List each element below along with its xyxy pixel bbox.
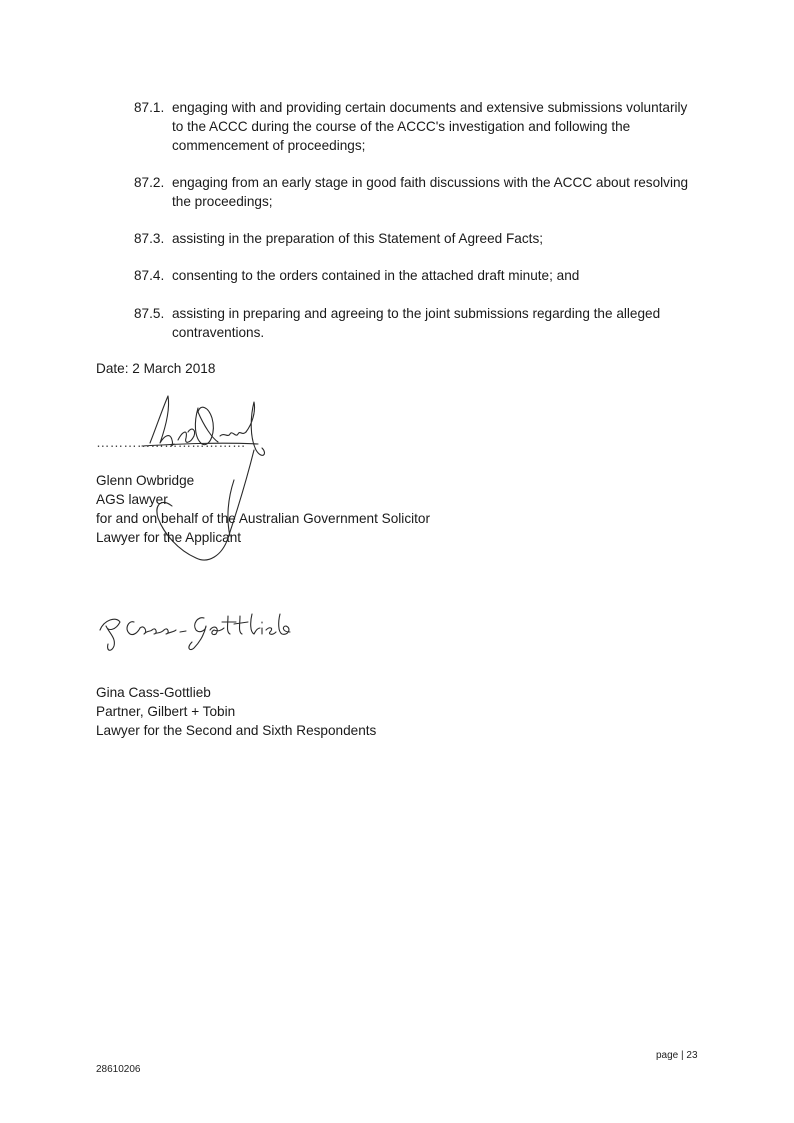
- signature-dotted-line: ……………………………: [96, 435, 246, 450]
- clause-number: 87.2.: [134, 175, 165, 190]
- clause-text: engaging from an early stage in good faith discussions with the ACCC about resolving the proceedings;: [172, 175, 689, 209]
- clause-text: assisting in preparing and agreeing to the joint submissions regarding the alleged contraventions.: [172, 306, 661, 340]
- clause-text: engaging with and providing certain documents and extensive submissions voluntarily to the ACCC during the course of the ACCC's investigation and following the commencement of proceedings;: [172, 100, 688, 153]
- signatory2-role: Lawyer for the Second and Sixth Respondents: [96, 723, 377, 738]
- clause-number: 87.5.: [134, 306, 165, 321]
- document-number: 28610206: [96, 1064, 141, 1075]
- clause-text: assisting in the preparation of this Statement of Agreed Facts;: [172, 231, 544, 246]
- clause-87-4: [134, 266, 694, 285]
- signatory1-title: AGS lawyer: [96, 492, 168, 507]
- clause-text: consenting to the orders contained in the attached draft minute; and: [172, 268, 580, 283]
- clause-number: 87.1.: [134, 100, 165, 115]
- clause-number: 87.4.: [134, 268, 165, 283]
- signature-cass-gottlieb: [94, 608, 304, 658]
- signatory1-name: Glenn Owbridge: [96, 473, 195, 488]
- clause-87-2: [134, 173, 694, 211]
- page-number: page | 23: [656, 1050, 698, 1061]
- signatory2-name: Gina Cass-Gottlieb: [96, 685, 211, 700]
- signatory2-title: Partner, Gilbert + Tobin: [96, 704, 236, 719]
- clause-87-3: [134, 229, 694, 248]
- clause-87-1: [134, 98, 694, 155]
- clause-87-5: [134, 304, 694, 342]
- clause-number: 87.3.: [134, 231, 165, 246]
- date-line: Date: 2 March 2018: [96, 361, 216, 376]
- signatory1-role: Lawyer for the Applicant: [96, 530, 242, 545]
- signatory1-on-behalf: for and on behalf of the Australian Government Solicitor: [96, 511, 430, 526]
